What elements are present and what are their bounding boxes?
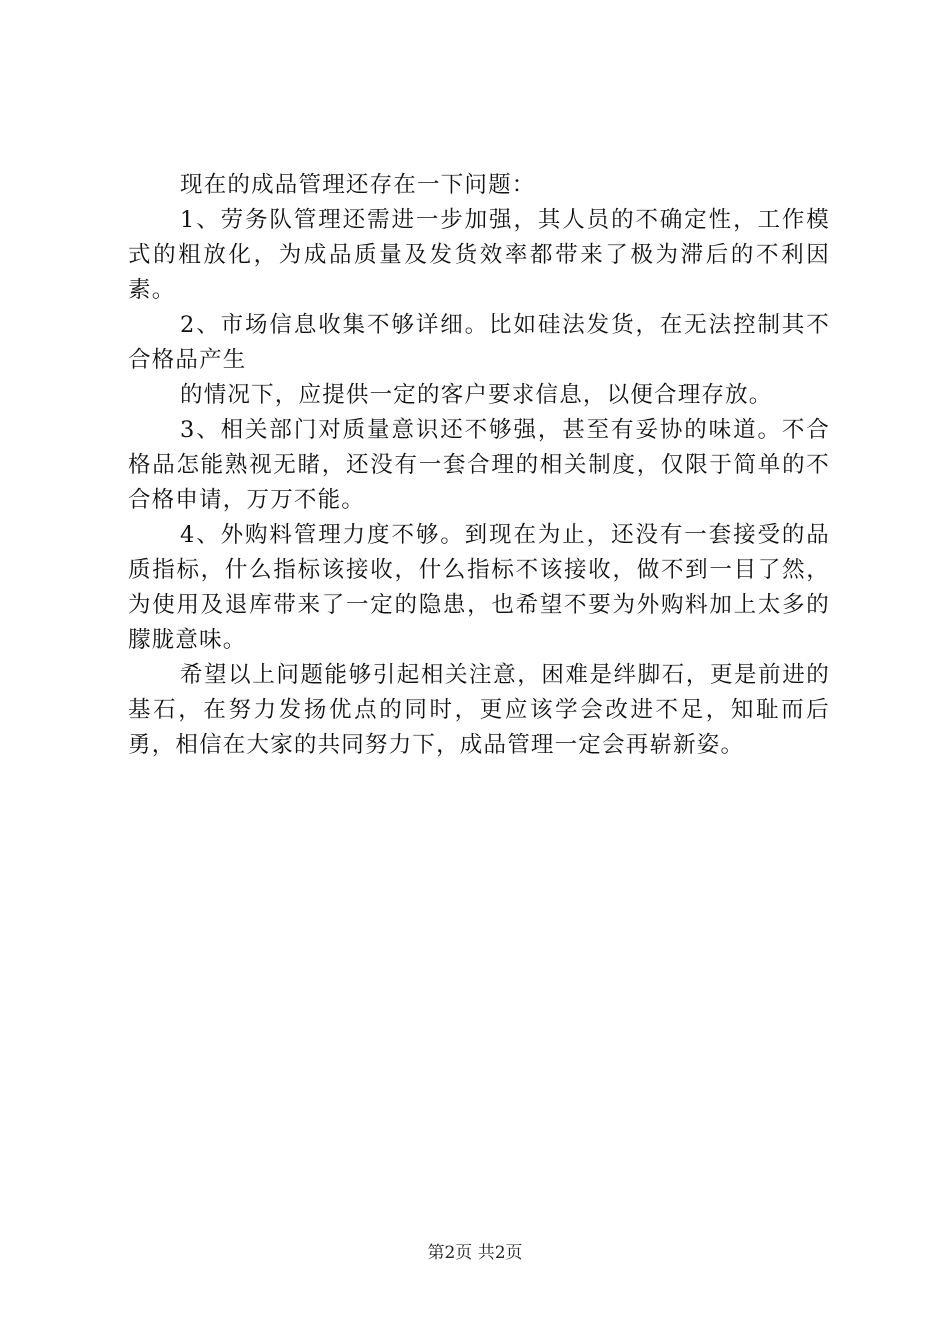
paragraph-item-3: 3、相关部门对质量意识还不够强，甚至有妥协的味道。不合格品怎能熟视无睹，还没有一套合理的相关制度，仅限于简单的不合格申请，万万不能。 (128, 417, 830, 513)
paragraph-intro: 现在的成品管理还存在一下问题： (180, 172, 536, 198)
paragraph-item-2-continued: 的情况下，应提供一定的客户要求信息，以便合理存放。 (180, 382, 773, 408)
paragraph-conclusion: 希望以上问题能够引起相关注意，困难是绊脚石，更是前进的基石，在努力发扬优点的同时，更应该学会改进不足，知耻而后勇，相信在大家的共同努力下，成品管理一定会再崭新姿。 (128, 662, 830, 758)
document-body (128, 168, 830, 763)
page-number-indicator: 第2页 共2页 (427, 1243, 523, 1263)
paragraph-item-4: 4、外购料管理力度不够。到现在为止，还没有一套接受的品质指标，什么指标该接收，什么指标不该接收，做不到一目了然，为使用及退库带来了一定的隐患，也希望不要为外购料加上太多的朦胧意味。 (128, 522, 830, 653)
page-footer (0, 1241, 950, 1265)
paragraph-item-1: 1、劳务队管理还需进一步加强，其人员的不确定性，工作模式的粗放化，为成品质量及发货效率都带来了极为滞后的不利因素。 (128, 207, 830, 303)
paragraph-item-2: 2、市场信息收集不够详细。比如硅法发货，在无法控制其不合格品产生 (128, 312, 830, 373)
